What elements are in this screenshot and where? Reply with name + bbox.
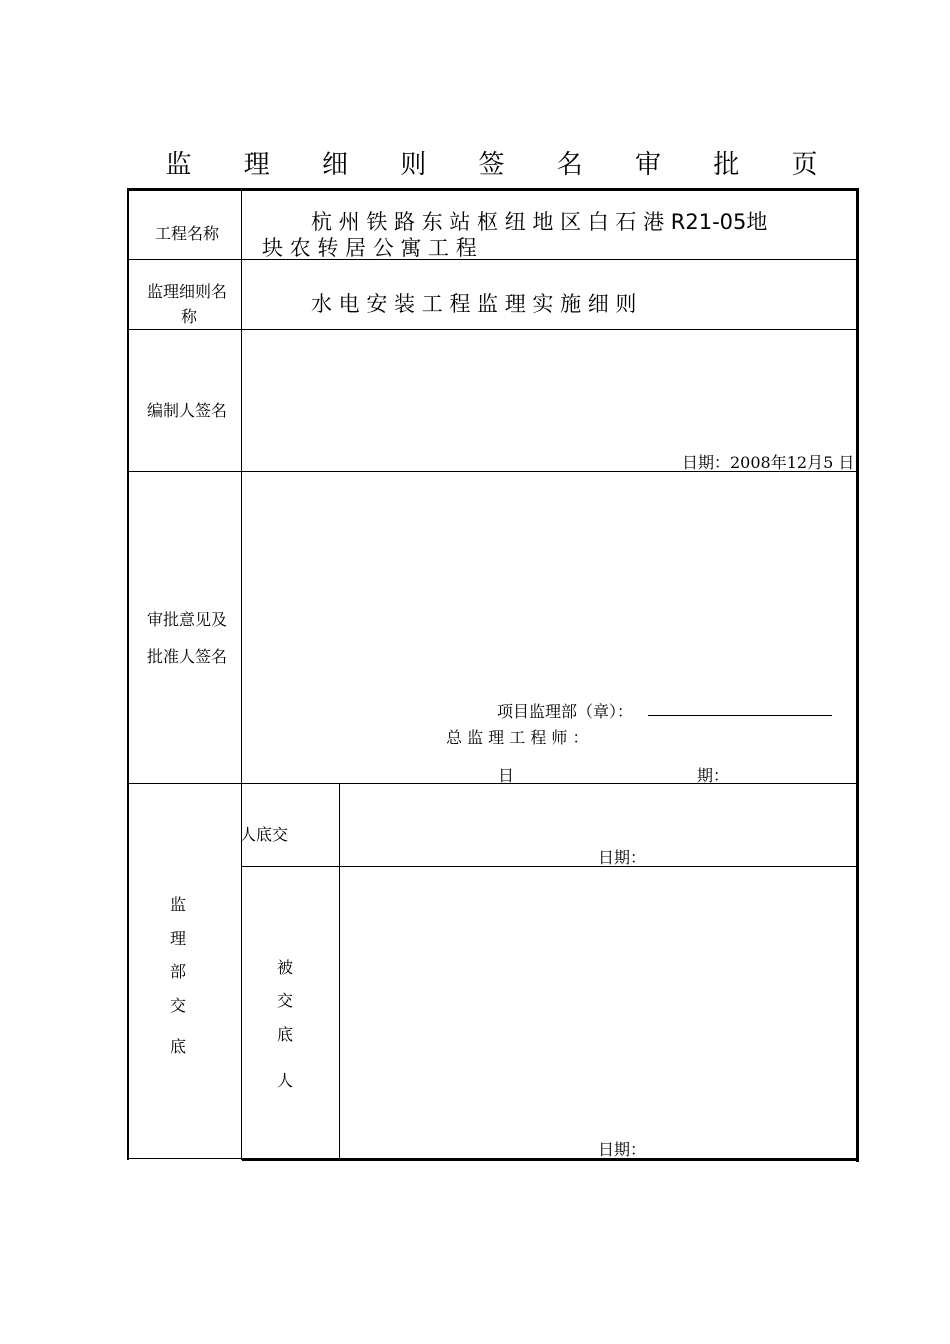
rule-name-label-line2: 称 — [181, 307, 198, 326]
row-divider-2 — [127, 329, 857, 330]
approval-label-line2: 批准人签名 — [147, 647, 228, 666]
project-name-label: 工程名称 — [155, 224, 220, 243]
handover-label-char-3: 部 — [170, 962, 187, 981]
rule-name-label-line1: 监理细则名 — [147, 282, 228, 301]
row-divider-5 — [242, 866, 857, 867]
handover-label-char-5: 底 — [170, 1037, 187, 1056]
compiler-signature-label: 编制人签名 — [147, 401, 228, 420]
border-bottom — [242, 1158, 859, 1161]
receiver-label-char-1: 被 — [277, 958, 294, 977]
page-title: 监 理 细 则 签 名 审 批 页 — [165, 150, 840, 180]
dept-seal-signature-line — [648, 715, 832, 716]
handover-label-char-2: 理 — [170, 929, 187, 948]
project-name-line2: 块 农 转 居 公 寓 工 程 — [262, 236, 477, 260]
chief-engineer-label: 总 监 理 工 程 师 ： — [446, 728, 589, 747]
approval-date-qi: 期： — [697, 766, 730, 785]
border-top — [127, 188, 859, 191]
border-left — [127, 188, 129, 1160]
border-right — [856, 188, 859, 1162]
handover-giver-label: 人底交 — [240, 825, 289, 844]
approval-form-table — [127, 188, 859, 1160]
row-divider-1 — [127, 259, 857, 260]
receiver-label-char-3: 底 — [277, 1025, 294, 1044]
row-divider-4 — [127, 783, 857, 784]
receiver-label-char-4: 人 — [277, 1071, 294, 1090]
project-dept-seal-label: 项目监理部（章）： — [497, 702, 634, 721]
compiler-date: 日期：2008年12月5 日 — [682, 453, 855, 472]
handover-label-char-1: 监 — [170, 895, 187, 914]
label-column-divider — [241, 188, 242, 1160]
handover-label-char-4: 交 — [170, 996, 187, 1015]
project-name-line1: 杭 州 铁 路 东 站 枢 纽 地 区 白 石 港 R21-05地 — [311, 210, 768, 234]
approval-date-ri: 日 — [498, 766, 515, 785]
handover-receiver-date: 日期： — [598, 1140, 647, 1159]
rule-name-value: 水 电 安 装 工 程 监 理 实 施 细 则 — [311, 292, 637, 316]
receiver-label-char-2: 交 — [277, 991, 294, 1010]
handover-giver-date: 日期： — [598, 848, 647, 867]
sub-column-divider — [339, 783, 340, 1160]
approval-label-line1: 审批意见及 — [147, 610, 228, 629]
border-bottom-left — [127, 1158, 242, 1159]
